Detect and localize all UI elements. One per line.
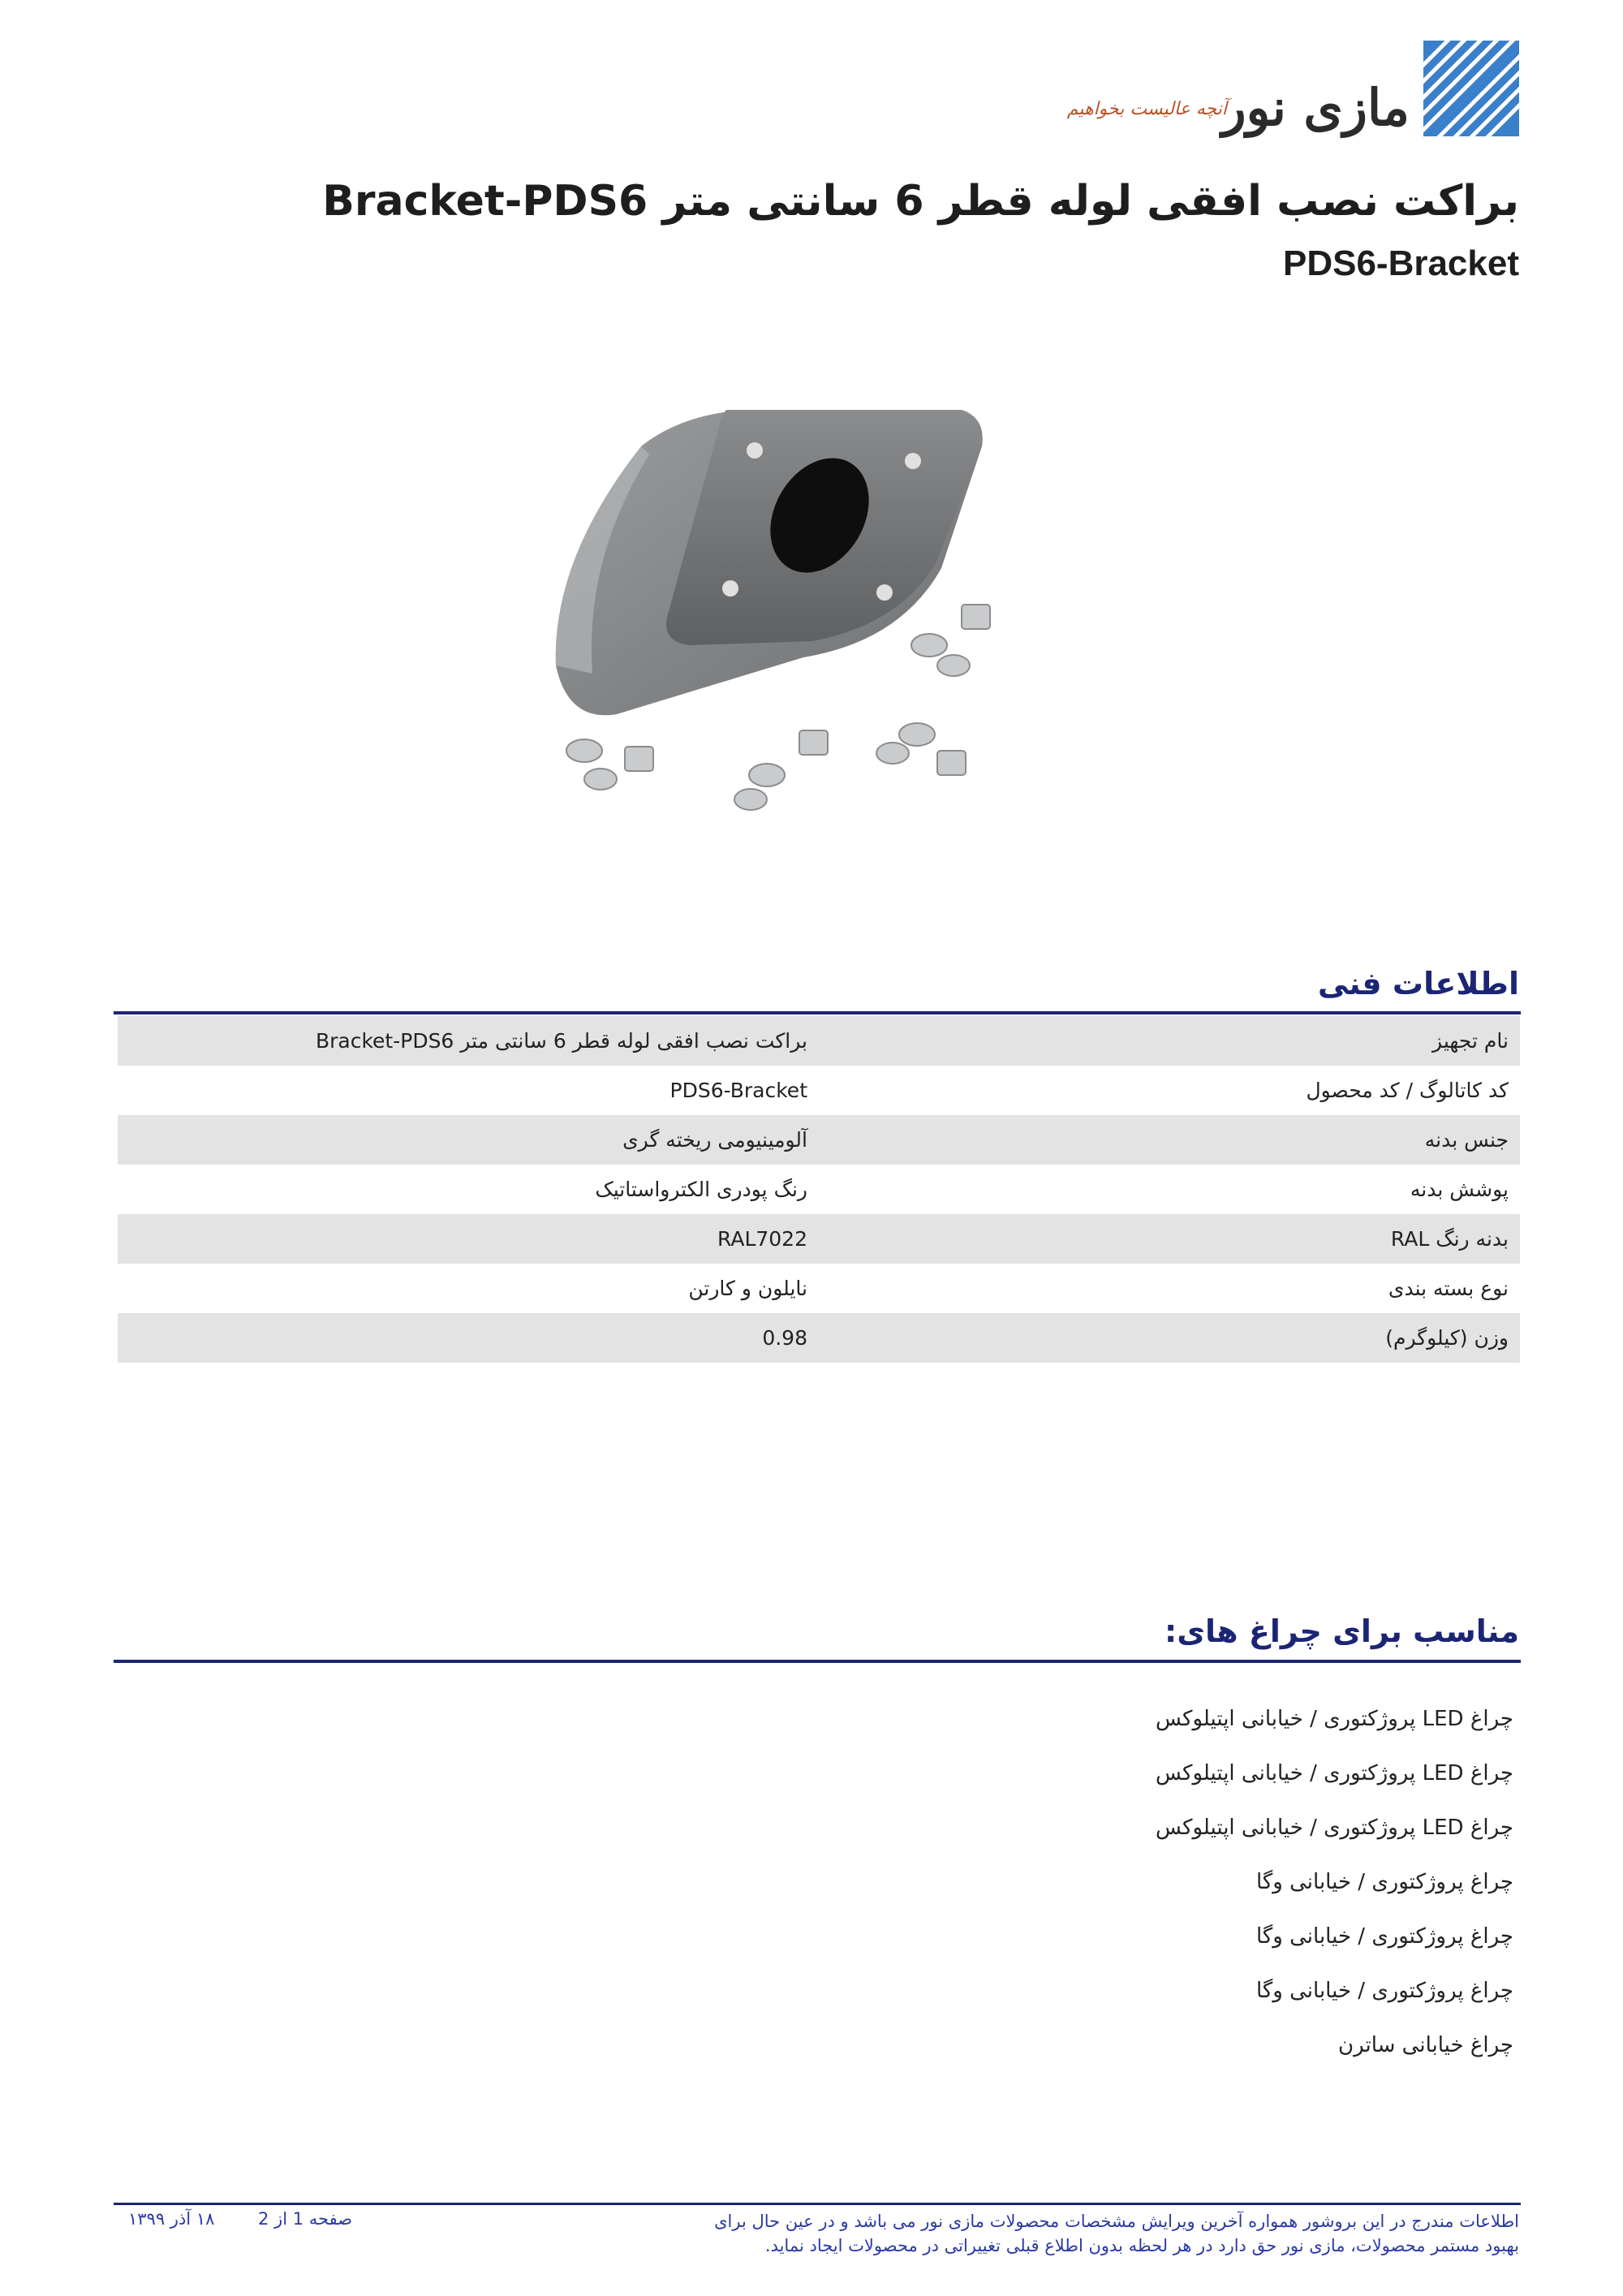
list-item: چراغ خیابانی ساترن [1338, 2033, 1513, 2057]
table-row [118, 1016, 1520, 1066]
spec-divider [114, 1011, 1521, 1014]
list-item: چراغ LED پروژکتوری / خیابانی اپتیلوکس [1155, 1816, 1513, 1840]
logo-wordmark: مازی نور [1221, 78, 1410, 137]
table-row [118, 1264, 1520, 1313]
list-item: چراغ LED پروژکتوری / خیابانی اپتیلوکس [1155, 1761, 1513, 1786]
spec-key: نوع بسته بندی [1388, 1277, 1509, 1300]
spec-key: کد کاتالوگ / کد محصول [1306, 1079, 1509, 1102]
spec-value: براکت نصب افقی لوله قطر 6 سانتی متر Bracket-PDS6 [315, 1029, 807, 1053]
compatible-heading: مناسب برای چراغ های: [1165, 1613, 1519, 1649]
spec-value: نایلون و کارتن [688, 1277, 807, 1300]
table-row [118, 1313, 1520, 1363]
list-item: چراغ پروژکتوری / خیابانی وگا [1256, 1979, 1513, 2003]
table-row [118, 1165, 1520, 1214]
spec-key: بدنه رنگ RAL [1390, 1227, 1509, 1251]
spec-key: نام تجهیز [1432, 1029, 1509, 1053]
page-title: براکت نصب افقی لوله قطر 6 سانتی متر Bracket-PDS6 [322, 177, 1519, 226]
spec-key: جنس بدنه [1424, 1128, 1509, 1152]
logo-slogan: آنچه عالیست بخواهیم [1066, 99, 1227, 119]
spec-value: رنگ پودری الکترواستاتیک [595, 1178, 807, 1201]
spec-value: PDS6-Bracket [669, 1079, 807, 1102]
logo-mark-icon [1423, 41, 1519, 136]
table-row [118, 1115, 1520, 1165]
compatible-list [1156, 1692, 1513, 2073]
list-item: چراغ پروژکتوری / خیابانی وگا [1256, 1924, 1513, 1949]
list-item: چراغ LED پروژکتوری / خیابانی اپتیلوکس [1155, 1707, 1513, 1731]
brand-logo [1066, 41, 1519, 138]
product-image [519, 373, 1087, 828]
spec-heading: اطلاعات فنی [1317, 966, 1519, 1002]
spec-table [118, 1016, 1520, 1363]
table-row [118, 1214, 1520, 1264]
list-item: چراغ پروژکتوری / خیابانی وگا [1256, 1870, 1513, 1894]
footer-disclaimer: اطلاعات مندرج در این بروشور همواره آخرین ویرایش مشخصات محصولات مازی نور می باشد و در عین حال برای بهبود مستمر محصولات، مازی نور حق دارد در هر لحظه بدون اطلاع قبلی تغییراتی در محصولات ایجاد نماید. [714, 2212, 1519, 2255]
spec-key: وزن (کیلوگرم) [1385, 1326, 1509, 1350]
product-code-title: PDS6-Bracket [1282, 243, 1519, 283]
spec-value: 0.98 [762, 1326, 807, 1350]
spec-value: آلومینیومی ریخته گری [622, 1128, 807, 1152]
spec-value: RAL7022 [717, 1227, 807, 1251]
spec-key: پوشش بدنه [1410, 1178, 1509, 1201]
footer-date: ۱۸ آذر ۱۳۹۹ [128, 2209, 215, 2229]
footer-divider [114, 2203, 1521, 2205]
compatible-divider [114, 1660, 1521, 1663]
table-row [118, 1066, 1520, 1115]
page-number: صفحه 1 از 2 [258, 2209, 353, 2229]
